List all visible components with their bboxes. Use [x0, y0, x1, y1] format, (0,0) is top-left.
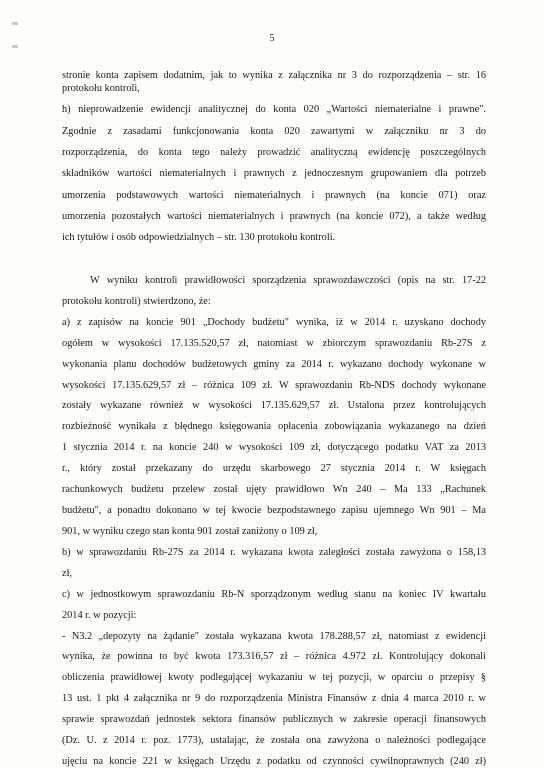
scan-margin-mark — [12, 22, 18, 25]
text-line: h) nieprowadzenie ewidencji analitycznej do konta 020 „Wartości niematerialne i prawne". — [62, 104, 486, 115]
text-line: wynika, że powinna to być kwota 173.316,57 zł – różnica 4.972 zł. Kontrolujący dokonali — [62, 651, 486, 662]
text-line: 1 stycznia 2014 r. na koncie 240 w wysokości 109 zł, dotyczącego podatku VAT za 2013 — [62, 442, 486, 453]
text-line: wykonania planu dochodów budżetowych gminy za 2014 r. wykazano dochody wykonane w — [62, 359, 486, 370]
text-line: rozporządzenia, do konta tego należy prowadzić analityczną ewidencję poszczególnych — [62, 147, 486, 158]
text-line: zł, — [62, 568, 73, 579]
text-line: budżetu", a ponadto dokonano w tej kwocie bezpodstawnego zapisu ujemnego Wn 901 – Ma — [62, 505, 486, 516]
text-line: protokołu kontroli, — [62, 83, 140, 94]
text-line: b) w sprawozdaniu Rb-27S za 2014 r. wykazana kwota zaległości została zawyżona o 158,13 — [62, 547, 486, 558]
text-line: ujęciu na koncie 221 w księgach Urzędu z podatku od czynności cywilnoprawnych (240 zł) — [62, 756, 486, 767]
text-line: 901, w wyniku czego stan konta 901 został zaniżony o 109 zł, — [62, 526, 318, 537]
text-line: Zgodnie z zasadami funkcjonowania konta 020 zawartymi w załączniku nr 3 do — [62, 126, 486, 137]
text-line: sprawie sprawozdań jednostek sektora finansów publicznych w zakresie operacji finansowych — [62, 714, 486, 725]
text-line: c) w jednostkowym sprawozdaniu Rb-N sporządzonym według stanu na koniec IV kwartału — [62, 589, 486, 600]
text-line: 13 ust. 1 pkt 4 załącznika nr 9 do rozporządzenia Ministra Finansów z dnia 4 marca 2010 r. w — [62, 693, 486, 704]
text-line: stronie konta zapisem dodatnim, jak to wynika z załącznika nr 3 do rozporządzenia – str. 16 — [62, 70, 486, 81]
text-line: rachunkowych budżetu przelew został ujęty prawidłowo Wn 240 – Ma 133 „Rachunek — [62, 484, 486, 495]
text-line: ich tytułów i osób odpowiedzialnych – str. 130 protokołu kontroli. — [62, 232, 336, 243]
text-line: składników wartości niematerialnych i prawnych z jednoczesnym grupowaniem dla potrzeb — [62, 168, 486, 179]
text-line: umorzenia pozostałych wartości niematerialnych i prawnych (na koncie 072), a także według — [62, 211, 486, 222]
text-line: 2014 r. w pozycji: — [62, 610, 137, 621]
text-line: W wyniku kontroli prawidłowości sporządzenia sprawozdawczości (opis na str. 17-22 — [90, 275, 486, 286]
text-line: zostały wykazane również w wysokości 17.135.629,57 zł. Ustalona przez kontrolujących — [62, 400, 486, 411]
text-line: r., który został przekazany do urzędu skarbowego 27 stycznia 2014 r. W księgach — [62, 463, 486, 474]
text-line: umorzenia podstawowych wartości niematerialnych i prawnych (na koncie 071) oraz — [62, 190, 486, 201]
scan-margin-mark — [12, 45, 18, 48]
text-line: protokołu kontroli) stwierdzono, że: — [62, 296, 211, 307]
text-line: - N3.2 „depozyty na żądanie" została wykazana kwota 178.288,57 zł, natomiast z ewidencji — [62, 631, 486, 642]
text-line: wysokości 17.135.629,57 zł – różnica 109 zł. W sprawozdaniu Rb-NDS dochody wykonane — [62, 380, 486, 391]
page-number: 5 — [269, 33, 275, 44]
text-line: (Dz. U. z 2014 r. poz. 1773), ustalając, że została ona zawyżona o należności podlegające — [62, 735, 486, 746]
text-line: a) z zapisów na koncie 901 „Dochody budżetu" wynika, iż w 2014 r. uzyskano dochody — [62, 317, 486, 328]
text-line: ogółem w wysokości 17.135.520,57 zł, natomiast w zbiorczym sprawozdaniu Rb-27S z — [62, 338, 486, 349]
text-line: rozbieżność wynikała z błędnego księgowania opłacenia zobowiązania wykazanego na dzień — [62, 421, 486, 432]
text-line: obliczenia prawidłowej kwoty podlegającej wykazaniu w tej pozycji, w oparciu o przepisy § — [62, 672, 486, 683]
